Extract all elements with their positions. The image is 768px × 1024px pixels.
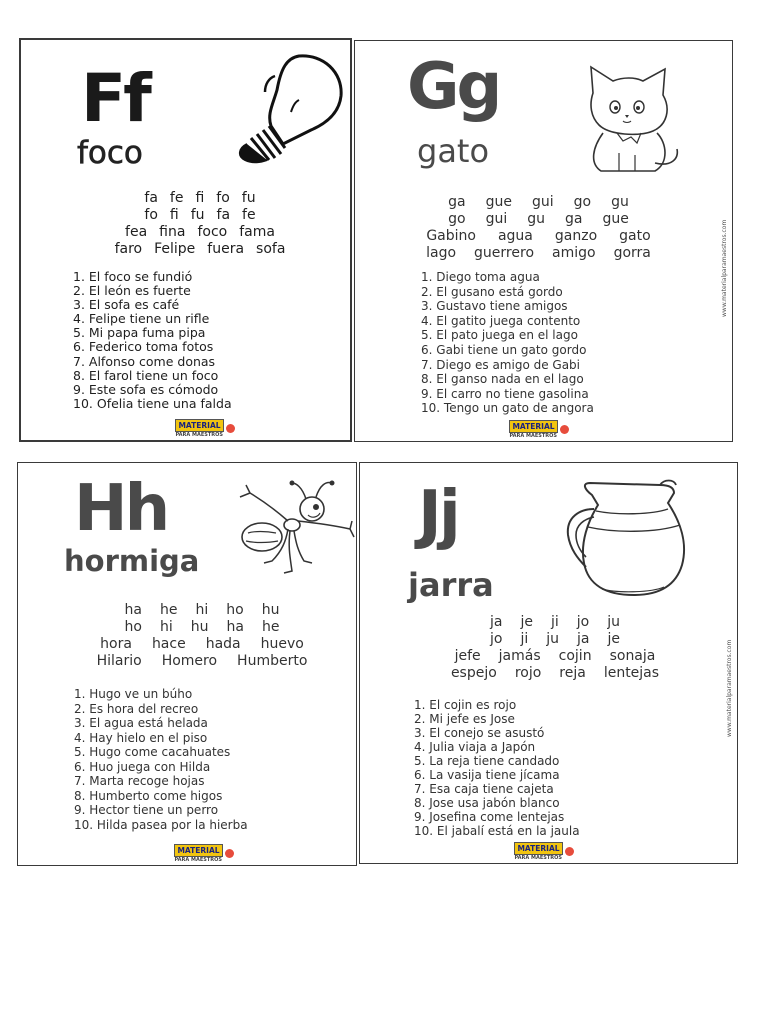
sentence: 6. Gabi tiene un gato gordo (421, 342, 587, 357)
syllable-row (375, 211, 720, 228)
practice-word: huevo (260, 636, 304, 652)
syllable: je (520, 614, 533, 630)
sentence: 1. Diego toma agua (421, 270, 540, 284)
sentence: 2. Mi jefe es Jose (414, 712, 515, 726)
sentence: 1. El foco se fundió (73, 269, 193, 284)
practice-word: fina (159, 224, 186, 240)
word-row (375, 228, 720, 245)
practice-word: gorra (613, 245, 651, 261)
word-row (375, 245, 720, 262)
practice-word: fuera (207, 241, 245, 257)
practice-word: agua (497, 228, 533, 244)
sentence: 9. Josefina come lentejas (414, 810, 565, 824)
sentence: 5. La reja tiene candado (414, 754, 560, 768)
practice-word: guerrero (474, 245, 535, 261)
syllable: gu (611, 194, 629, 210)
syllable-row (62, 619, 342, 636)
syllable: hu (190, 619, 209, 635)
sentence: 9. Este sofa es cómodo (73, 381, 219, 397)
sentence: 3. El agua está helada (74, 716, 208, 730)
website-url: www.materialparamaestros.com (726, 639, 733, 737)
logo-text: MATERIAL (509, 420, 557, 433)
syllable: fe (169, 190, 184, 206)
word-row (65, 241, 335, 258)
syllable: go (448, 211, 466, 227)
syllable: ga (448, 194, 466, 210)
syllable-row (65, 190, 335, 207)
logo-text: MATERIAL (175, 419, 223, 432)
syllable: ha (226, 619, 244, 635)
sentence: 10. Tengo un gato de angora (421, 401, 594, 416)
sentence: 8. Humberto come higos (74, 788, 223, 803)
syllable: jo (490, 631, 503, 647)
practice-word: jefe (454, 648, 481, 664)
practice-word: fea (125, 224, 148, 240)
sentence: 2. Es hora del recreo (74, 701, 199, 716)
website-url: www.materialparamaestros.com (721, 219, 728, 317)
practice-word: lago (426, 245, 457, 261)
letter-card-f (19, 38, 352, 442)
material-logo (170, 845, 238, 861)
big-letter: Hh (74, 472, 168, 546)
cat-icon (579, 63, 684, 175)
syllable-block (375, 194, 720, 262)
practice-word: amigo (552, 245, 596, 261)
practice-word: jamás (498, 648, 541, 664)
syllable: fe (242, 207, 256, 223)
logo-subtext: PARA MAESTROS (509, 432, 557, 439)
syllable-row (65, 207, 335, 224)
sentence: 2. El gusano está gordo (421, 284, 563, 299)
practice-word: foco (197, 224, 228, 240)
material-logo (171, 420, 239, 436)
syllable: fi (195, 190, 205, 206)
word-row (65, 224, 335, 241)
sentence: 4. Felipe tiene un rifle (73, 311, 210, 327)
syllable: ju (607, 614, 620, 630)
apple-icon (225, 849, 234, 858)
syllable: hi (195, 602, 209, 618)
sentence: 1. El cojin es rojo (414, 698, 517, 712)
sentence: 8. Jose usa jabón blanco (414, 796, 560, 810)
practice-word: Felipe (154, 241, 196, 257)
practice-word: espejo (450, 665, 497, 681)
jug-icon (564, 481, 694, 599)
syllable: fa (216, 207, 231, 223)
practice-word: cojin (558, 648, 592, 664)
practice-word: hace (151, 636, 186, 652)
practice-word: gato (619, 228, 651, 244)
word-row (386, 665, 716, 682)
sentence-list (74, 687, 248, 832)
syllable: hu (261, 602, 280, 618)
syllable: ja (577, 631, 590, 647)
sentence: 6. Federico toma fotos (73, 339, 214, 355)
practice-word: Homero (161, 653, 218, 669)
practice-word: sofa (256, 241, 286, 257)
logo-text: MATERIAL (514, 842, 562, 855)
syllable: ji (520, 631, 529, 647)
sentence: 2. El león es fuerte (73, 283, 191, 299)
big-letter: Ff (81, 60, 149, 137)
syllable: he (261, 619, 280, 635)
sentence: 1. Hugo ve un búho (74, 687, 193, 701)
sentence: 3. El conejo se asustó (414, 726, 545, 740)
practice-word: Humberto (237, 653, 308, 669)
practice-word: faro (114, 241, 143, 257)
syllable: hi (159, 619, 173, 635)
syllable: gui (531, 194, 554, 210)
practice-word: hora (100, 636, 132, 652)
practice-word: rojo (514, 665, 542, 681)
sentence: 7. Esa caja tiene cajeta (414, 782, 554, 796)
key-word: jarra (408, 566, 494, 604)
big-letter: Gg (407, 50, 500, 124)
sentence: 10. Hilda pasea por la hierba (74, 817, 248, 832)
practice-word: Hilario (96, 653, 142, 669)
syllable: gue (485, 194, 512, 210)
syllable: ho (226, 602, 244, 618)
syllable: gu (527, 211, 546, 227)
apple-icon (565, 847, 574, 856)
letter-card-j (359, 462, 738, 864)
syllable-block (62, 602, 342, 670)
practice-word: Gabino (426, 228, 476, 244)
letter-card-h (17, 462, 357, 866)
word-row (62, 653, 342, 670)
sentence: 4. El gatito juega contento (421, 313, 581, 328)
material-logo (510, 843, 578, 859)
apple-icon (226, 424, 235, 433)
sentence: 4. Hay hielo en el piso (74, 730, 208, 745)
sentence: 4. Julia viaja a Japón (414, 740, 536, 754)
practice-word: lentejas (603, 665, 660, 681)
sentence: 5. El pato juega en el lago (421, 328, 578, 343)
sentence: 6. Huo juega con Hilda (74, 759, 211, 774)
practice-word: fama (239, 224, 275, 240)
key-word: foco (77, 135, 143, 171)
syllable: fo (144, 207, 158, 223)
syllable: ha (124, 602, 142, 618)
syllable-row (62, 602, 342, 619)
sentence: 5. Mi papa fuma pipa (73, 325, 206, 341)
sentence: 8. El farol tiene un foco (73, 367, 219, 383)
practice-word: ganzo (554, 228, 598, 244)
syllable: jo (576, 614, 590, 630)
sentence: 9. El carro no tiene gasolina (421, 386, 589, 401)
sentence-list (73, 270, 232, 411)
sentence: 7. Marta recoge hojas (74, 774, 205, 788)
word-row (62, 636, 342, 653)
sentence: 3. Gustavo tiene amigos (421, 299, 568, 314)
syllable-row (386, 631, 716, 648)
syllable: go (573, 194, 592, 210)
logo-subtext: PARA MAESTROS (175, 431, 223, 438)
sentence: 3. El sofa es café (73, 297, 180, 313)
syllable: ji (550, 614, 559, 630)
big-letter: Jj (418, 478, 458, 552)
syllable-block (65, 190, 335, 258)
key-word: hormiga (64, 544, 200, 578)
lightbulb-icon (221, 52, 346, 164)
sentence: 7. Diego es amigo de Gabi (421, 357, 581, 372)
ant-icon (232, 477, 356, 575)
logo-subtext: PARA MAESTROS (514, 854, 562, 861)
key-word: gato (417, 132, 490, 170)
syllable: fu (190, 207, 205, 223)
logo-subtext: PARA MAESTROS (174, 856, 222, 863)
material-logo (505, 421, 573, 437)
syllable: gue (602, 211, 629, 227)
practice-word: hada (205, 636, 241, 652)
letter-card-g (354, 40, 733, 442)
syllable: ho (124, 619, 142, 635)
sentence: 9. Hector tiene un perro (74, 803, 219, 817)
syllable-row (375, 194, 720, 211)
syllable: ja (490, 614, 503, 630)
syllable: gui (485, 211, 508, 227)
syllable: ga (565, 211, 583, 227)
logo-text: MATERIAL (174, 844, 222, 857)
sentence-list (414, 698, 580, 838)
sentence: 6. La vasija tiene jícama (414, 768, 560, 782)
syllable: ju (546, 631, 560, 647)
sentence-list (421, 270, 594, 416)
syllable: fa (144, 190, 158, 206)
apple-icon (560, 425, 569, 434)
practice-word: sonaja (609, 648, 656, 664)
syllable: fo (216, 190, 230, 206)
practice-word: reja (559, 665, 586, 681)
sentence: 5. Hugo come cacahuates (74, 745, 231, 759)
syllable-row (386, 614, 716, 631)
sentence: 7. Alfonso come donas (73, 353, 216, 369)
sentence: 10. Ofelia tiene una falda (73, 395, 232, 411)
syllable: fi (169, 207, 179, 223)
syllable: fu (241, 190, 256, 206)
sentence: 10. El jabalí está en la jaula (414, 824, 580, 838)
syllable-block (386, 614, 716, 682)
syllable: he (159, 602, 178, 618)
word-row (386, 648, 716, 665)
syllable: je (607, 631, 620, 647)
sentence: 8. El ganso nada en el lago (421, 372, 584, 387)
